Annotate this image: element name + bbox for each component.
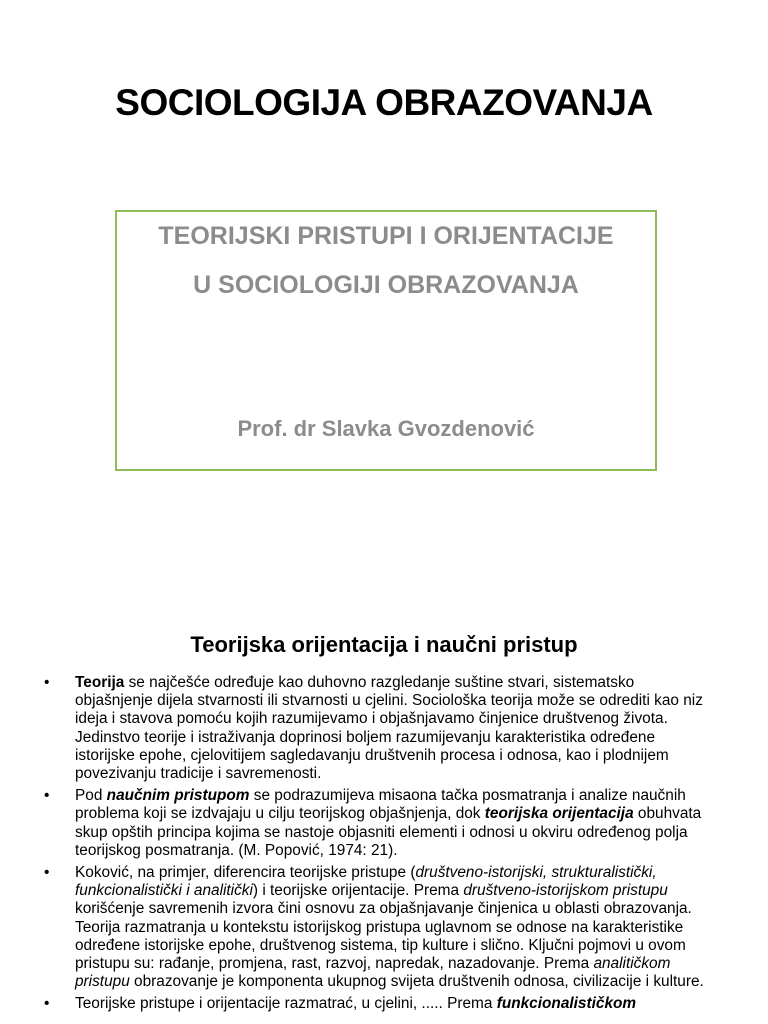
author-name: Prof. dr Slavka Gvozdenović [237, 416, 535, 441]
bullet-text: obrazovanje je komponenta ukupnog svijeta društvenih odnosa, civilizacije i kulture. [129, 973, 704, 991]
list-item [44, 995, 714, 1013]
content-slide [0, 576, 768, 1024]
bullet-icon: • [44, 674, 50, 691]
subtitle-box [115, 210, 657, 471]
bullet-icon: • [44, 995, 50, 1013]
bullet-icon: • [44, 864, 50, 882]
italic-historical-approach: društveno-istorijskom pristupu [463, 882, 668, 900]
page-title: SOCIOLOGIJA OBRAZOVANJA [115, 82, 653, 123]
term-teorija: Teorija [75, 674, 125, 691]
subtitle-line-1: TEORIJSKI PRISTUPI I ORIJENTACIJE [158, 222, 614, 250]
list-item [44, 674, 714, 783]
section-title: Teorijska orijentacija i naučni pristup [190, 632, 578, 657]
bullet-text: Teorijske pristupe i orijentacije razmatrać, u cjelini, ..... Prema [75, 995, 497, 1013]
term-naucni-pristup: naučnim pristupom [106, 787, 250, 805]
bullet-icon: • [44, 787, 50, 805]
list-item [44, 787, 714, 860]
term-functionalist: funkcionalističkom [496, 995, 637, 1013]
italic-approaches: društveno-istorijski, strukturalistički, funkcionalistički i analitički [75, 864, 657, 900]
list-item [44, 864, 714, 991]
bullet-text: se podrazumijeva misaona tačka posmatranja i analize naučnih problema koji se izdvajaju u cilju teorijskog objašnjenja, dok [75, 787, 686, 823]
bullet-text: se najčešće određuje kao duhovno razgledanje suštine stvari, sistematsko objašnjenje dijela stvarnosti ili stvarnosti u cjelini. Sociološka teorija može se odrediti kao niz ideja i stavova pomoću kojih razumijevamo i objašnjavamo činjenice društvenog života. Jedinstvo teorije i istraživanja doprinosi boljem razumijevanju karakteristika određene istorijske epohe, cjelovitijem sagledavanju društvenih procesa i odnosa, kao i plodnijem povezivanju tradicije i savremenosti. [75, 674, 703, 783]
subtitle-line-2: U SOCIOLOGIJI OBRAZOVANJA [193, 271, 579, 299]
italic-analytic-approach: analitičkom pristupu [75, 955, 671, 991]
bullet-text: korišćenje savremenih izvora čini osnovu za objašnjavanje činjenica u oblasti obrazovanja. Teorija razmatranja u kontekstu istorijskog pristupa uglavnom se odnose na karakteristike određene istorijske epohe, društvenog sistema, tip kulture i slično. Ključni pojmovi u ovom pristupu su: rađanje, promjena, rast, razvoj, napredak, nazadovanje. Prema [75, 900, 692, 973]
bullet-text: ) i teorijske orijentacije. Prema [252, 882, 464, 900]
bullet-text: Pod [75, 787, 107, 805]
bullet-text: obuhvata skup opštih principa kojima se nastoje objasniti elementi i odnosi u okviru određenog polja teorijskog posmatranja. (M. Popović, 1974: 21). [75, 805, 702, 859]
term-teorijska-orijentacija: teorijska orijentacija [484, 805, 634, 823]
bullet-text: Koković, na primjer, diferencira teorijske pristupe ( [75, 864, 416, 882]
bullet-list [44, 674, 714, 1018]
